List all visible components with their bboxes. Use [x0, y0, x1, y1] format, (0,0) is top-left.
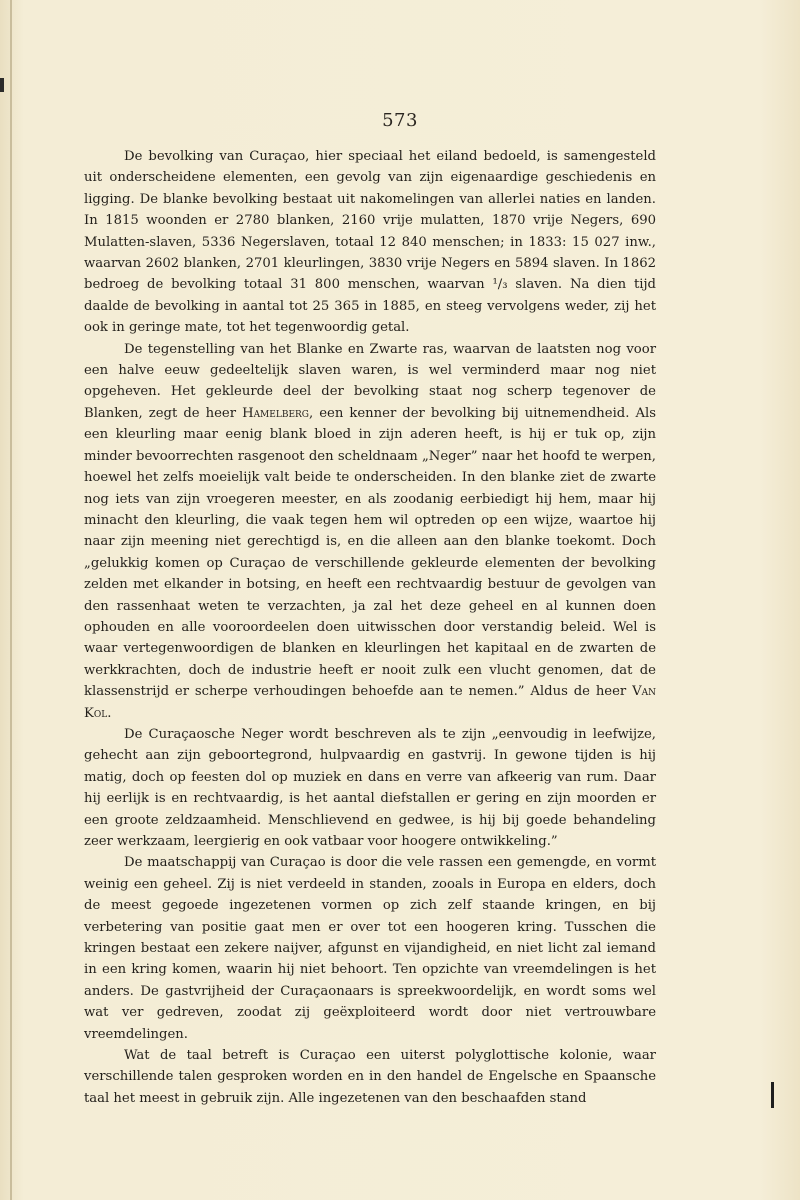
paragraph-population: De bevolking van Curaçao, hier speciaal het eiland bedoeld, is samengesteld uit onderscheidene elementen, een gevolg van zijn eigenaardige geschiedenis en ligging. De blanke bevolking bestaat uit nakomelingen van allerlei naties en landen. In 1815 woonden er 2780 blanken, 2160 vrije mulatten, 1870 vrije Negers, 690 Mulatten-slaven, 5336 Negerslaven, totaal 12 840 menschen; in 1833: 15 027 inw., waarvan 2602 blanken, 2701 kleurlingen, 3830 vrije Negers en 5894 slaven. In 1862 bedroeg de bevolking totaal 31 800 menschen, waarvan ¹/₃ slaven. Na dien tijd daalde de bevolking in aantal tot 25 365 in 1885, en steeg vervolgens weder, zij het ook in geringe mate, tot het tegenwoordig getal.: [84, 149, 656, 336]
author-name: Van Kol: [84, 684, 656, 721]
paragraph-society: De maatschappij van Curaçao is door die vele rassen een gemengde, en vormt weinig een geheel. Zij is niet verdeeld in standen, zooals in Europa en elders, doch de meest gegoede ingezetenen vormen op zich zelf staande kringen, en bij verbetering van positie gaat men er over tot een hoogeren kring. Tusschen die kringen bestaat een zekere naijver, afgunst en vijandigheid, en niet licht zal iemand in een kring komen, waarin hij niet behoort. Ten opzichte van vreemdelingen is het anders. De gastvrijheid der Curaçaonaars is spreekwoordelijk, en wordt soms wel wat ver gedreven, zoodat zij geëxploiteerd wordt door niet vertrouwbare vreemdelingen.: [84, 855, 656, 1042]
body-text: [84, 146, 656, 1109]
paragraph-language: Wat de taal betreft is Curaçao een uiterst polyglottische kolonie, waar verschillende talen gesproken worden en in den handel de Engelsche en Spaansche taal het meest in gebruik zijn. Alle ingezetenen van den beschaafden stand: [84, 1048, 656, 1106]
margin-mark: [771, 1082, 774, 1108]
author-name: Hamelberg: [242, 405, 309, 421]
page-number: 573: [382, 110, 418, 131]
paragraph-text: .: [107, 705, 112, 721]
edge-mark: [0, 78, 4, 92]
paragraph-text: De tegenstelling van het Blanke en Zwarte ras, waarvan de laatsten nog voor een halve eeuw gedeeltelijk slaven waren, is wel verminderd maar nog niet opgeheven. Het gekleurde deel der bevolking staat nog scherp tegenover de Blanken, zegt de heer: [84, 341, 656, 421]
paragraph-negro-description: De Curaçaosche Neger wordt beschreven als te zijn „eenvoudig in leefwijze, gehecht aan zijn geboortegrond, hulpvaardig en gastvrij. In gewone tijden is hij matig, doch op feesten dol op muziek en dans en verre van afkeerig van rum. Daar hij eerlijk is en rechtvaardig, is het aantal diefstallen er gering en zijn moorden er een groote zeldzaamheid. Menschlievend en gedwee, is hij bij goede behandeling zeer werkzaam, leergierig en ook vatbaar voor hoogere ontwikkeling.”: [84, 726, 656, 849]
paragraph-text: , een kenner der bevolking bij uitnemendheid. Als een kleurling maar eenig blank bloed in zijn aderen heeft, is hij er tuk op, zijn minder bevoorrechten rasgenoot den scheldnaam „Neger” naar het hoofd te werpen, hoewel het zelfs moeielijk valt beide te onderscheiden. In den blanke ziet de zwarte nog iets van zijn vroegeren meester, en als zoodanig eerbiedigt hij hem, maar hij minacht den kleurling, die vaak tegen hem wil optreden op een wijze, waartoe hij naar zijn meening niet gerechtigd is, en die alleen aan den blanke toekomt. Doch „gelukkig komen op Curaçao de verschillende gekleurde elementen der bevolking zelden met elkander in botsing, en heeft een rechtvaardig bestuur de gevolgen van den rassenhaat weten te verzachten, ja zal het deze geheel en al kunnen doen ophouden en alle vooroordeelen doen uitwisschen door verstandig beleid. Wel is waar vertegenwoordigen de blanken en kleurlingen het kapitaal en de zwarten de werkkrachten, doch de industrie heeft er nooit zulk een vlucht genomen, dat de klassenstrijd er scherpe verhoudingen behoefde aan te nemen.” Aldus de heer: [84, 405, 656, 700]
page-gutter: [10, 0, 12, 1200]
paragraph-race-contrast: [84, 339, 656, 724]
